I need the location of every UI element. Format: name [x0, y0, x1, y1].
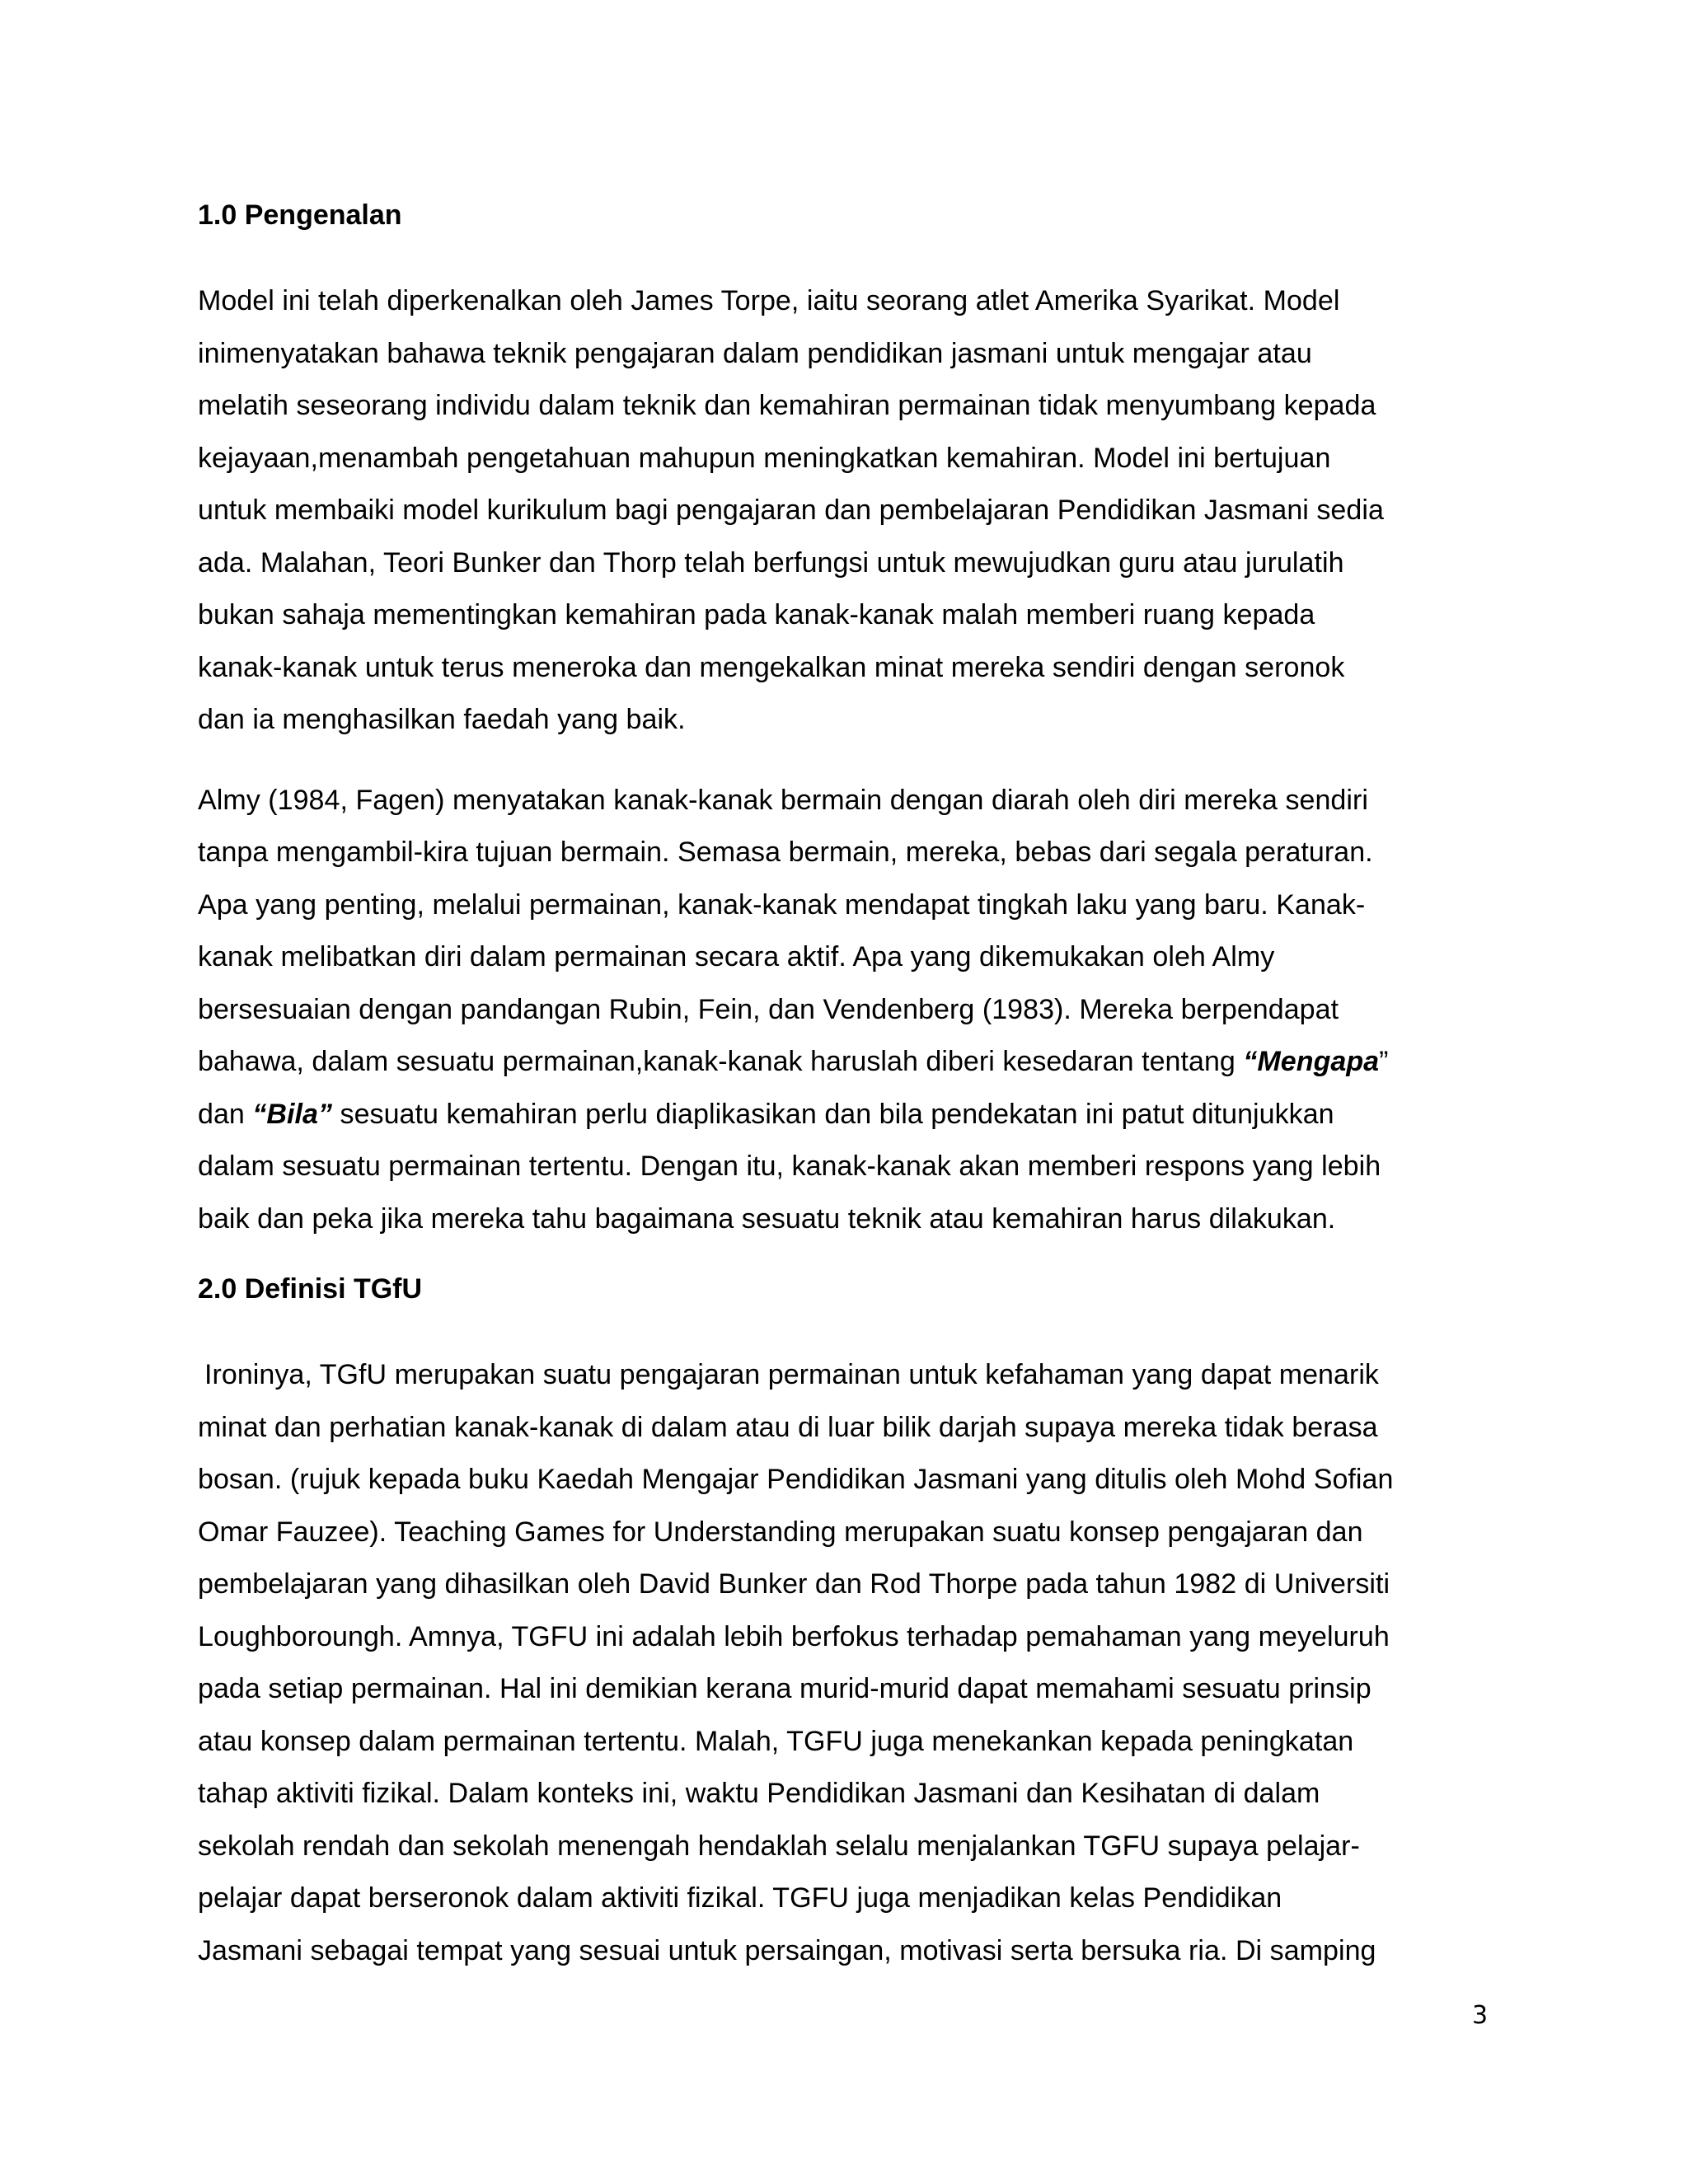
paragraph-tgfu-definition	[198, 1349, 1500, 1977]
page-number: 3	[1472, 2001, 1489, 2030]
paragraph-line: bosan. (rujuk kepada buku Kaedah Mengajar Pendidikan Jasmani yang ditulis oleh Mohd Sofian	[198, 1464, 1394, 1495]
paragraph-line: dan ia menghasilkan faedah yang baik.	[198, 704, 686, 735]
paragraph-line: kanak-kanak untuk terus meneroka dan mengekalkan minat mereka sendiri dengan seronok	[198, 651, 1345, 683]
paragraph-line: Model ini telah diperkenalkan oleh James Torpe, iaitu seorang atlet Amerika Syarikat. Model	[198, 285, 1340, 316]
paragraph-line: Jasmani sebagai tempat yang sesuai untuk persaingan, motivasi serta bersuka ria. Di samping	[198, 1934, 1376, 1966]
paragraph-line: tahap aktiviti fizikal. Dalam konteks ini, waktu Pendidikan Jasmani dan Kesihatan di dalam	[198, 1778, 1320, 1809]
document-body	[198, 198, 1500, 1977]
paragraph-line: kejayaan,menambah pengetahuan mahupun meningkatkan kemahiran. Model ini bertujuan	[198, 442, 1331, 474]
paragraph-line: sekolah rendah dan sekolah menengah hendaklah selalu menjalankan TGFU supaya pelajar-	[198, 1830, 1360, 1862]
paragraph-line: minat dan perhatian kanak-kanak di dalam atau di luar bilik darjah supaya mereka tidak berasa	[198, 1411, 1378, 1443]
paragraph-line: atau konsep dalam permainan tertentu. Malah, TGFU juga menekankan kepada peningkatan	[198, 1725, 1354, 1757]
paragraph-line: Loughboroungh. Amnya, TGFU ini adalah lebih berfokus terhadap pemahaman yang meyeluruh	[198, 1620, 1390, 1652]
section-heading-pengenalan: 1.0 Pengenalan	[198, 199, 402, 231]
paragraph-line: inimenyatakan bahawa teknik pengajaran dalam pendidikan jasmani untuk mengajar atau	[198, 337, 1312, 369]
paragraph-line: dalam sesuatu permainan tertentu. Dengan itu, kanak-kanak akan memberi respons yang lebih	[198, 1151, 1381, 1182]
paragraph-line: baik dan peka jika mereka tahu bagaimana sesuatu teknik atau kemahiran harus dilakukan.	[198, 1202, 1336, 1235]
paragraph-line: Ironinya, TGfU merupakan suatu pengajaran permainan untuk kefahaman yang dapat menarik	[204, 1359, 1379, 1390]
paragraph-almy-play	[198, 775, 1500, 1246]
paragraph-line: melatih seseorang individu dalam teknik dan kemahiran permainan tidak menyumbang kepada	[198, 390, 1376, 421]
paragraph-line: bukan sahaja mementingkan kemahiran pada kanak-kanak malah memberi ruang kepada	[198, 599, 1315, 630]
paragraph-model-introduction	[198, 275, 1500, 747]
paragraph-line	[198, 1089, 1500, 1141]
paragraph-line: Almy (1984, Fagen) menyatakan kanak-kanak bermain dengan diarah oleh diri mereka sendiri	[198, 784, 1368, 816]
paragraph-line: untuk membaiki model kurikulum bagi pengajaran dan pembelajaran Pendidikan Jasmani sedia	[198, 494, 1384, 526]
closing-quote: ”	[1379, 1046, 1389, 1077]
paragraph-line: pembelajaran yang dihasilkan oleh David Bunker dan Rod Thorpe pada tahun 1982 di Universiti	[198, 1568, 1390, 1600]
paragraph-line: pada setiap permainan. Hal ini demikian kerana murid-murid dapat memahami sesuatu prinsip	[198, 1673, 1372, 1704]
line-text: bahawa, dalam sesuatu permainan,kanak-kanak haruslah diberi kesedaran tentang	[198, 1046, 1244, 1077]
paragraph-line: Omar Fauzee). Teaching Games for Understanding merupakan suatu konsep pengajaran dan	[198, 1516, 1363, 1548]
paragraph-line: tanpa mengambil-kira tujuan bermain. Semasa bermain, mereka, bebas dari segala peraturan.	[198, 837, 1373, 868]
paragraph-line: bersesuaian dengan pandangan Rubin, Fein, dan Vendenberg (1983). Mereka berpendapat	[198, 993, 1339, 1025]
paragraph-line: ada. Malahan, Teori Bunker dan Thorp telah berfungsi untuk mewujudkan guru atau jurulatih	[198, 546, 1344, 579]
emphasis-mengapa: “Mengapa	[1243, 1046, 1380, 1077]
line-text: dan	[198, 1098, 253, 1130]
paragraph-line	[198, 1036, 1500, 1089]
line-text: sesuatu kemahiran perlu diaplikasikan dan bila pendekatan ini patut ditunjukkan	[332, 1098, 1334, 1130]
paragraph-line: Apa yang penting, melalui permainan, kanak-kanak mendapat tingkah laku yang baru. Kanak-	[198, 888, 1366, 921]
emphasis-bila: “Bila”	[252, 1098, 333, 1130]
paragraph-line: kanak melibatkan diri dalam permainan secara aktif. Apa yang dikemukakan oleh Almy	[198, 941, 1275, 972]
section-heading-definisi-tgfu: 2.0 Definisi TGfU	[198, 1273, 423, 1305]
paragraph-line: pelajar dapat berseronok dalam aktiviti fizikal. TGFU juga menjadikan kelas Pendidikan	[198, 1882, 1282, 1914]
